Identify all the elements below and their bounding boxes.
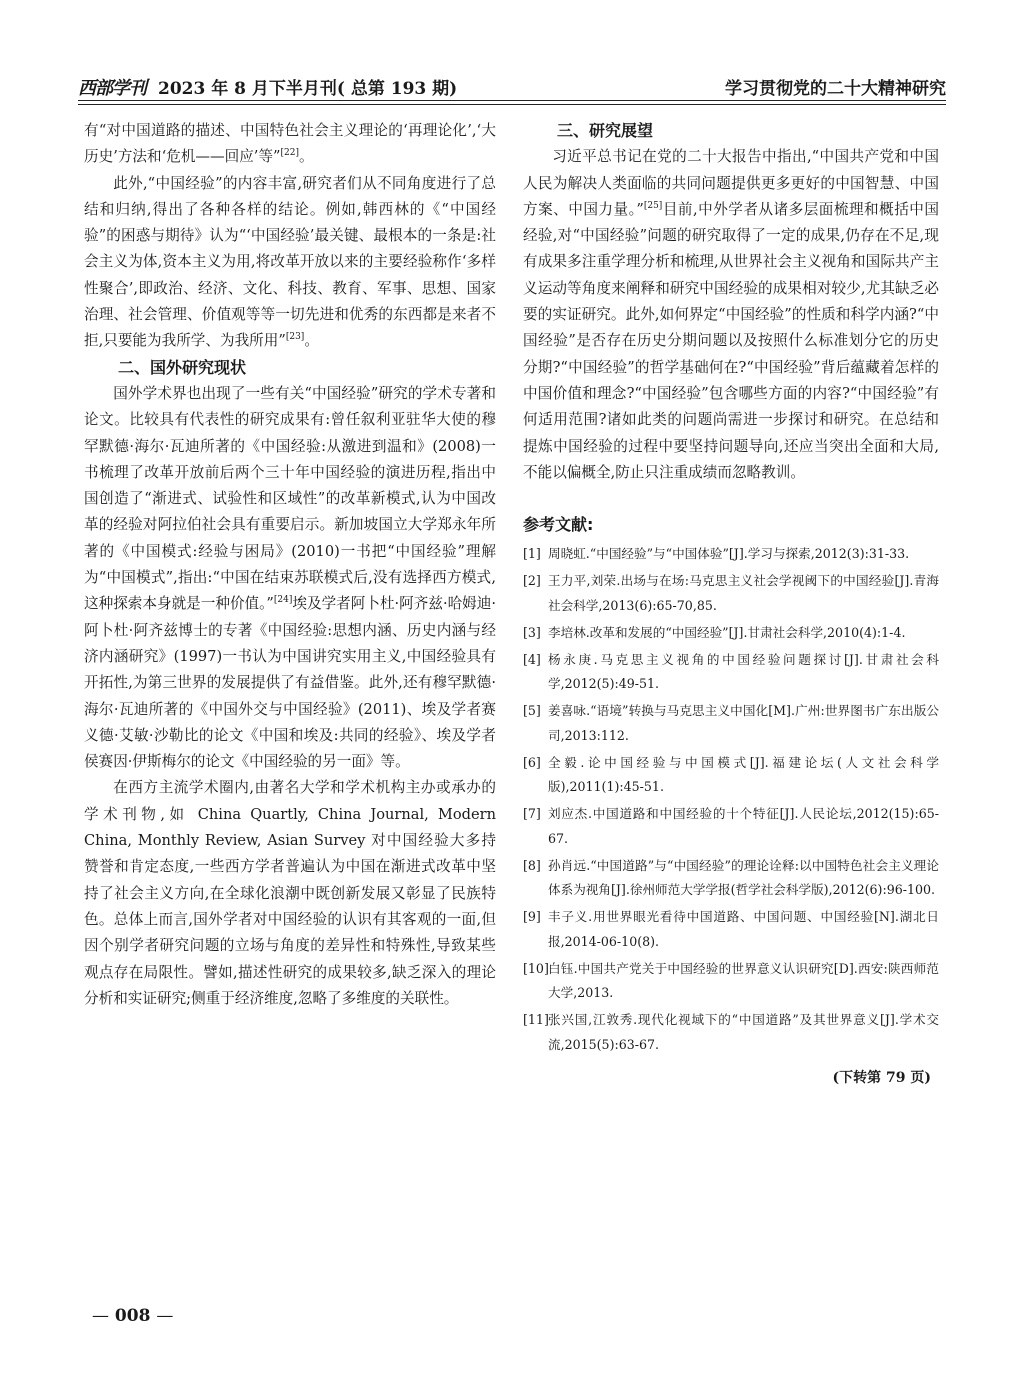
reference-text: 李培林.改革和发展的“中国经验”[J].甘肃社会科学,2010(4):1-4. (548, 624, 906, 640)
reference-item (523, 569, 939, 618)
reference-number: [9] (523, 909, 541, 925)
page-footer (92, 1306, 173, 1326)
left-column (84, 118, 496, 1012)
running-header (78, 74, 946, 100)
issue-info: 2023 年 8 月下半月刊( 总第 193 期) (158, 79, 458, 99)
reference-number: [1] (523, 546, 541, 562)
references-title: 参考文献: (523, 515, 594, 535)
section-title: 学习贯彻党的二十大精神研究 (725, 79, 946, 99)
footer-dash: — (92, 1306, 109, 1326)
journal-logo: 西部学刊 (78, 78, 146, 99)
paragraph: 在西方主流学术圈内,由著名大学和学术机构主办或承办的学术刊物,如 China Quartly, China Journal, Modern China, Monthly Review, Asian Survey 对中国经验大多持赞誉和肯定态度,一些西方学者普遍认为中国在渐进式改革中坚持了社会主义方向,在全球化浪潮中既创新发展又彰显了民族特色。总体上而言,国外学者对中国经验的认识有其客观的一面,但因个别学者研究问题的立场与角度的差异性和特殊性,导致某些观点存在局限性。譬如,描述性研究的成果较多,缺乏深入的理论分析和实证研究;侧重于经济维度,忽略了多维度的关联性。 (84, 779, 496, 1007)
header-rule (78, 100, 946, 101)
reference-item (523, 648, 939, 697)
reference-text: 丰子义.用世界眼光看待中国道路、中国问题、中国经验[N].湖北日报,2014-06-10(8). (548, 909, 939, 949)
citation: [25] (643, 201, 663, 212)
continued-note: (下转第 79 页) (832, 1070, 931, 1087)
reference-number: [6] (523, 754, 541, 770)
reference-item (523, 905, 939, 954)
reference-text: 周晓虹.“中国经验”与“中国体验”[J].学习与探索,2012(3):31-33. (548, 546, 910, 562)
reference-number: [7] (523, 806, 541, 822)
reference-text: 白钰.中国共产党关于中国经验的世界意义认识研究[D].西安:陕西师范大学,2013. (548, 960, 939, 1001)
reference-text: 杨永庚.马克思主义视角的中国经验问题探讨[J].甘肃社会科学,2012(5):49-51. (548, 651, 939, 692)
reference-item (523, 854, 939, 903)
citation: [24] (273, 595, 293, 606)
footer-dash: — (156, 1306, 174, 1326)
paragraph: 有“对中国道路的描述、中国特色社会主义理论的‘再理论化’,‘大历史’方法和‘危机——回应’等”[22]。 (84, 122, 496, 166)
reference-number: [5] (523, 703, 541, 719)
reference-text: 全毅.论中国经验与中国模式[J].福建论坛(人文社会科学版),2011(1):45-51. (548, 754, 939, 795)
reference-item (523, 621, 939, 646)
reference-number: [3] (523, 624, 541, 640)
reference-item (523, 699, 939, 748)
reference-item (523, 957, 939, 1006)
section-heading: 三、研究展望 (557, 121, 654, 140)
reference-number: [10] (523, 960, 549, 976)
reference-item (523, 802, 939, 851)
section-heading: 二、国外研究现状 (118, 357, 247, 377)
header-rule-thin (78, 104, 946, 105)
reference-number: [4] (523, 651, 541, 667)
reference-text: 孙肖远.“中国道路”与“中国经验”的理论诠释:以中国特色社会主义理论体系为视角[J].徐州师范大学学报(哲学社会科学版),2012(6):96-100. (548, 857, 939, 898)
paragraph: 国外学术界也出现了一些有关“中国经验”研究的学术专著和论文。比较具有代表性的研究成果有:曾任叙利亚驻华大使的穆罕默德·海尔·瓦迪所著的《中国经验:从激进到温和》(2008)一书梳理了改革开放前后两个三十年中国经验的演进历程,指出中国创造了“渐进式、试验性和区域性”的改革新模式,认为中国改革的经验对阿拉伯社会具有重要启示。新加坡国立大学郑永年所著的《中国模式:经验与困局》(2010)一书把“中国经验”理解为“中国模式”,指出:“中国在结束苏联模式后,没有选择西方模式,这种探索本身就是一种价值。”[24]埃及学者阿卜杜·阿齐兹·哈姆迪·阿卜杜·阿齐兹博士的专著《中国经验:思想内涵、历史内涵与经济内涵研究》(1997)一书认为中国讲究实用主义,中国经验具有开拓性,为第三世界的发展提供了有益借鉴。此外,还有穆罕默德·海尔·瓦迪所著的《中国外交与中国经验》(2011)、埃及学者赛义德·艾敏·沙勒比的论文《中国和埃及:共同的经验》、埃及学者侯赛因·伊斯梅尔的论文《中国经验的另一面》等。 (84, 384, 497, 771)
page-number: 008 (114, 1306, 151, 1326)
reference-number: [2] (523, 573, 541, 589)
citation: [23] (285, 332, 305, 343)
right-column (523, 118, 939, 1091)
reference-text: 张兴国,江敦秀.现代化视域下的“中国道路”及其世界意义[J].学术交流,2015(5):63-67. (548, 1012, 939, 1052)
reference-item (523, 751, 939, 800)
reference-text: 刘应杰.中国道路和中国经验的十个特征[J].人民论坛,2012(15):65-67. (548, 806, 939, 846)
reference-item (523, 542, 939, 567)
paragraph: 此外,“中国经验”的内容丰富,研究者们从不同角度进行了总结和归纳,得出了各种各样的结论。例如,韩西林的《“中国经验”的困惑与期待》认为“‘中国经验’最关键、最根本的一条是:社会主义为体,资本主义为用,将改革开放以来的主要经验称作‘多样性聚合’,即政治、经济、文化、科技、教育、军事、思想、国家治理、社会管理、价值观等等一切先进和优秀的东西都是来者不拒,只要能为我所学、为我所用”[23]。 (84, 174, 496, 350)
reference-number: [8] (523, 857, 541, 873)
reference-text: 王力平,刘荣.出场与在场:马克思主义社会学视阈下的中国经验[J].青海社会科学,2013(6):65-70,85. (548, 573, 939, 613)
reference-item (523, 1008, 939, 1057)
paragraph: 习近平总书记在党的二十大报告中指出,“中国共产党和中国人民为解决人类面临的共同问题提供更多更好的中国智慧、中国方案、中国力量。”[25]目前,中外学者从诸多层面梳理和概括中国经验,对“中国经验”问题的研究取得了一定的成果,仍存在不足,现有成果多注重学理分析和梳理,从世界社会主义视角和国际共产主义运动等角度来阐释和研究中国经验的成果相对较少,尤其缺乏必要的实证研究。此外,如何界定“中国经验”的性质和科学内涵?“中国经验”是否存在历史分期问题以及按照什么标准划分它的历史分期?“中国经验”的哲学基础何在?“中国经验”背后蕴藏着怎样的中国价值和理念?“中国经验”包含哪些方面的内容?“中国经验”有何适用范围?诸如此类的问题尚需进一步探讨和研究。在总结和提炼中国经验的过程中要坚持问题导向,还应当突出全面和大局,不能以偏概全,防止只注重成绩而忽略教训。 (523, 148, 939, 481)
reference-text: 姜喜咏.“语境”转换与马克思主义中国化[M].广州:世界图书广东出版公司,2013:112. (548, 703, 939, 743)
reference-list (523, 542, 939, 1057)
citation: [22] (280, 148, 299, 159)
reference-number: [11] (523, 1012, 549, 1028)
